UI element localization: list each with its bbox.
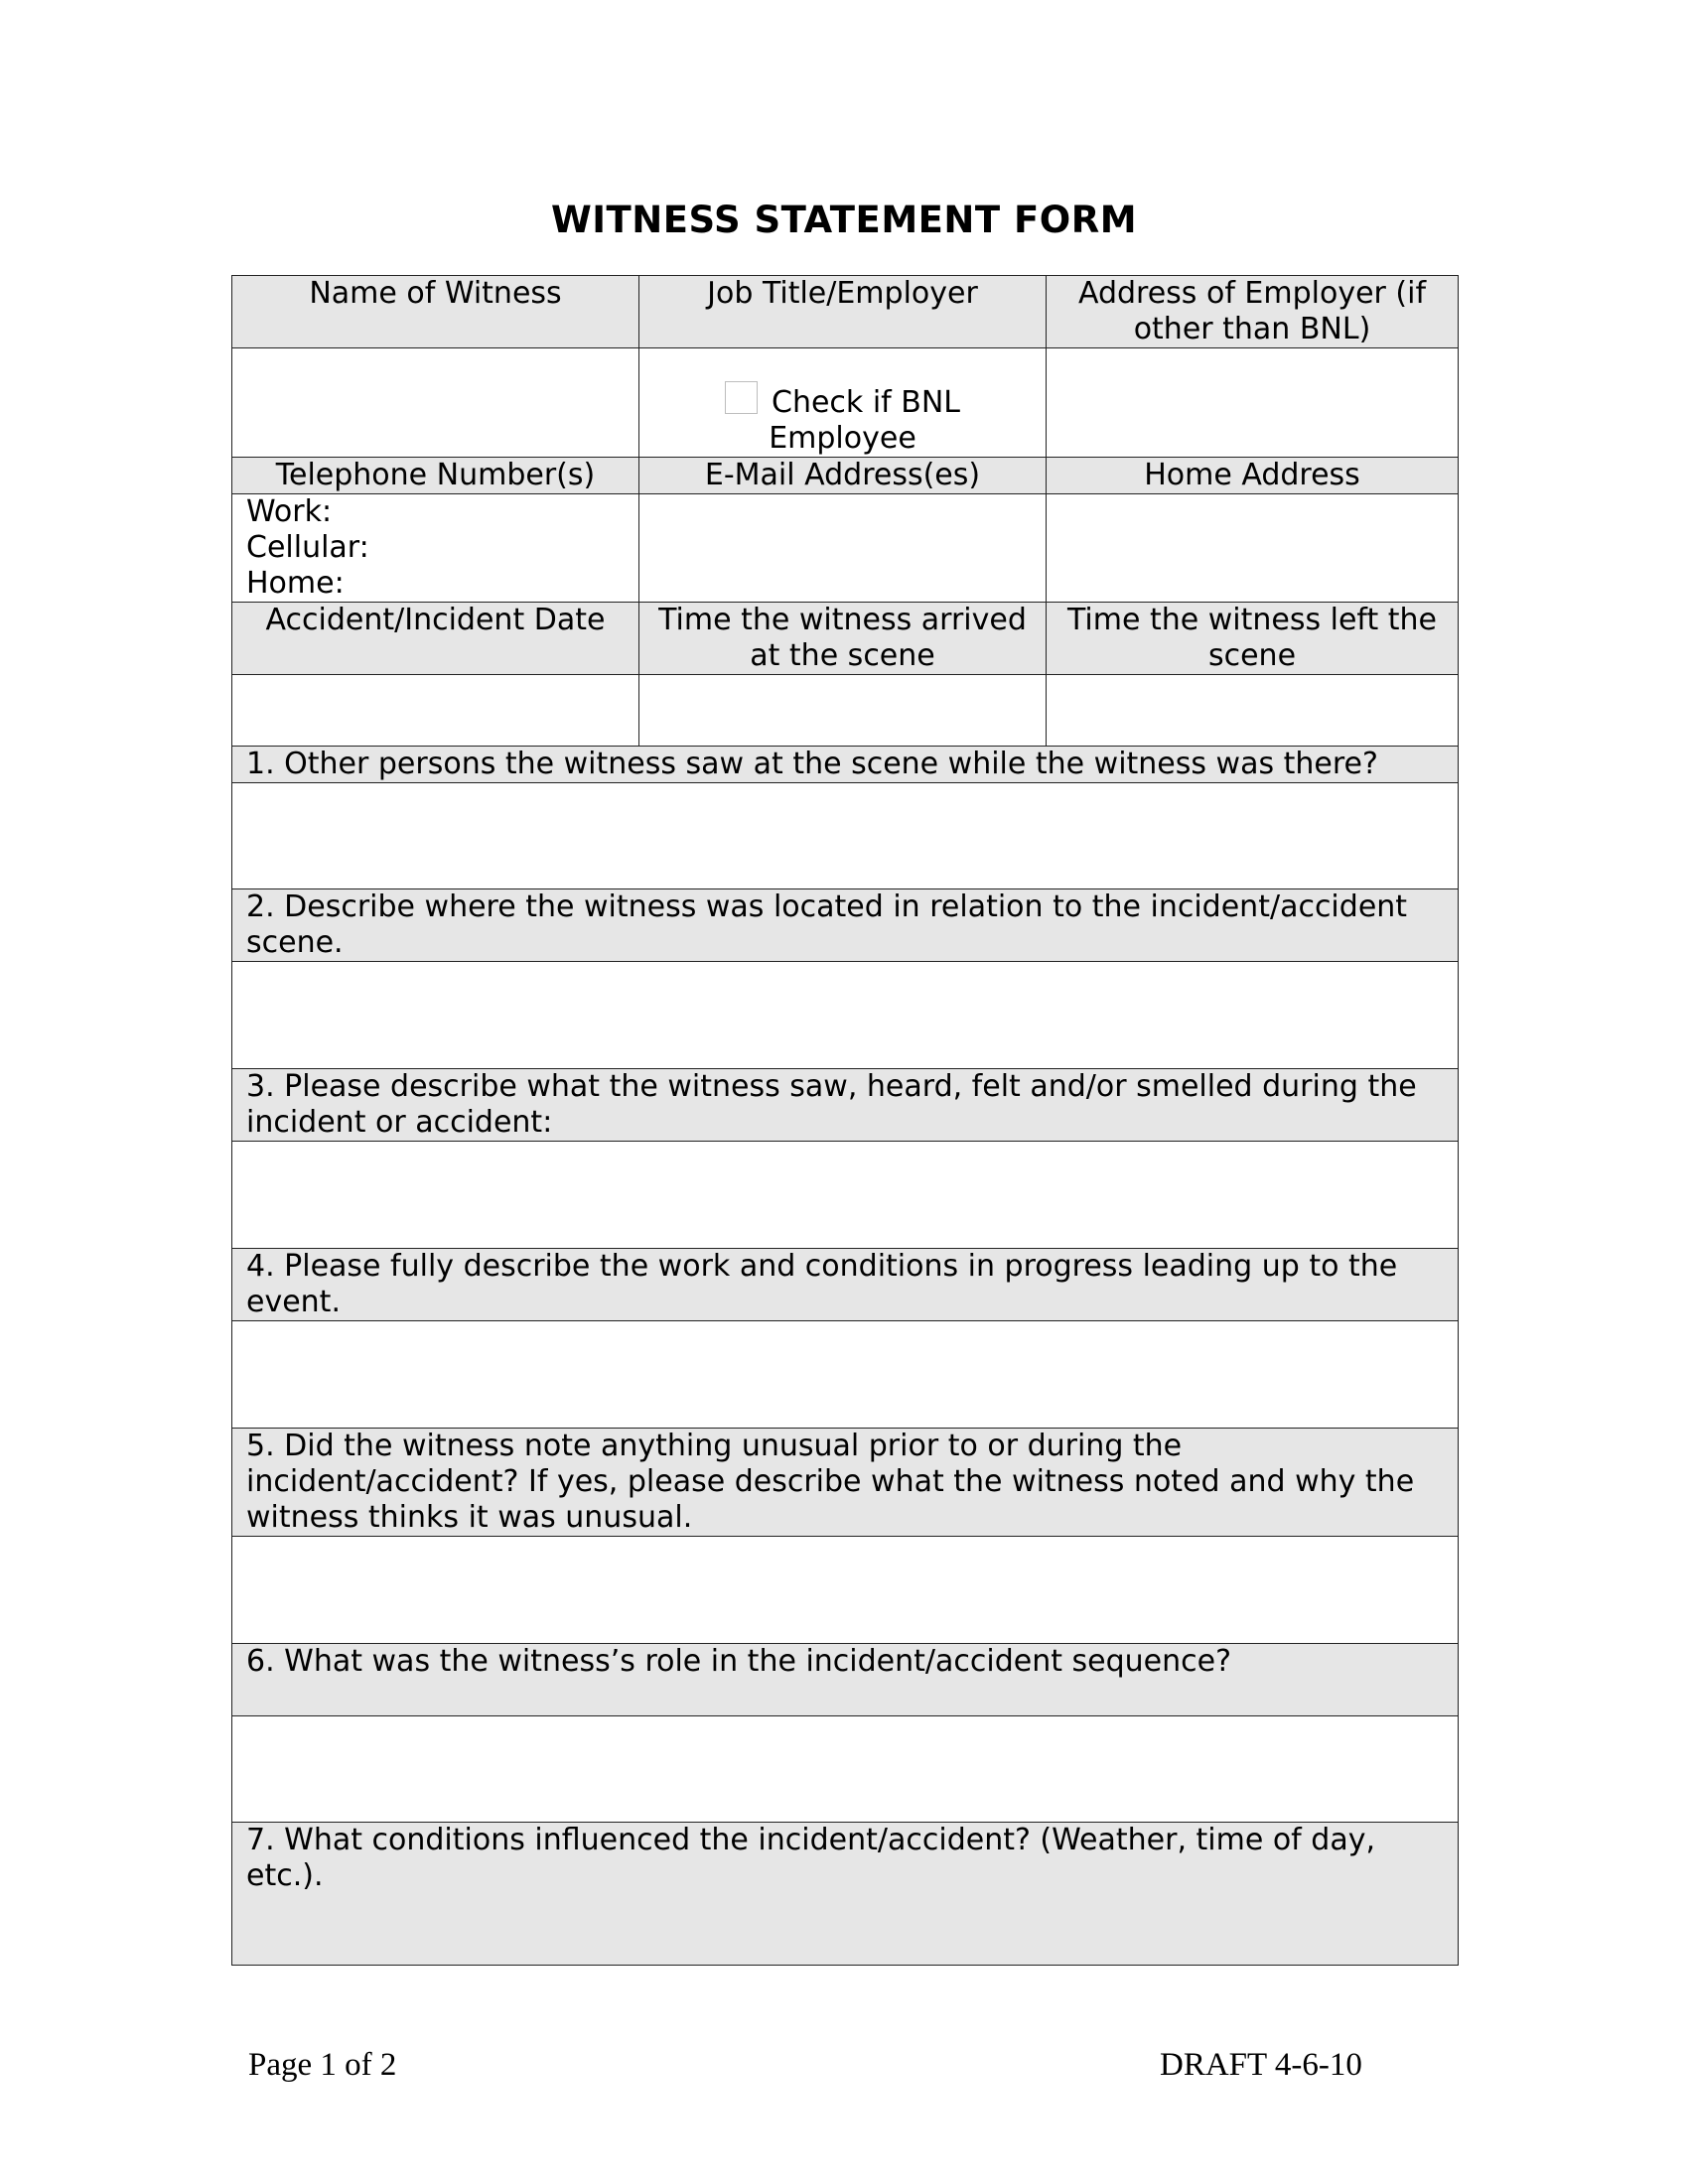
answer-6-field[interactable] xyxy=(232,1716,1459,1823)
home-address-header: Home Address xyxy=(1047,458,1459,494)
cellular-phone-label: Cellular: xyxy=(246,530,369,565)
arrival-time-field[interactable] xyxy=(639,675,1047,747)
job-title-employer-header: Job Title/Employer xyxy=(639,276,1047,348)
telephone-numbers-header: Telephone Number(s) xyxy=(232,458,639,494)
draft-label: DRAFT 4-6-10 xyxy=(1160,2047,1362,2083)
question-1: 1. Other persons the witness saw at the scene while the witness was there? xyxy=(232,747,1459,783)
work-phone-label: Work: xyxy=(246,494,333,529)
question-2: 2. Describe where the witness was located in relation to the incident/accident scene. xyxy=(232,889,1459,962)
name-of-witness-field[interactable] xyxy=(232,348,639,458)
email-addresses-field[interactable] xyxy=(639,494,1047,603)
answer-2-field[interactable] xyxy=(232,962,1459,1069)
question-3: 3. Please describe what the witness saw, heard, felt and/or smelled during the incident or accident: xyxy=(232,1069,1459,1142)
email-addresses-header: E-Mail Address(es) xyxy=(639,458,1047,494)
home-address-field[interactable] xyxy=(1047,494,1459,603)
witness-statement-table xyxy=(231,275,1459,1966)
departure-time-field[interactable] xyxy=(1047,675,1459,747)
home-phone-label: Home: xyxy=(246,566,345,601)
name-of-witness-header: Name of Witness xyxy=(232,276,639,348)
employer-address-field[interactable] xyxy=(1047,348,1459,458)
question-7: 7. What conditions influenced the incident/accident? (Weather, time of day, etc.). xyxy=(232,1823,1459,1966)
telephone-numbers-field[interactable] xyxy=(232,494,639,603)
question-4: 4. Please fully describe the work and conditions in progress leading up to the event. xyxy=(232,1249,1459,1321)
answer-5-field[interactable] xyxy=(232,1537,1459,1644)
incident-date-field[interactable] xyxy=(232,675,639,747)
question-6: 6. What was the witness’s role in the incident/accident sequence? xyxy=(232,1644,1459,1716)
employer-address-header: Address of Employer (if other than BNL) xyxy=(1047,276,1459,348)
form-title: WITNESS STATEMENT FORM xyxy=(550,199,1138,241)
job-title-employer-field[interactable] xyxy=(639,348,1047,458)
answer-1-field[interactable] xyxy=(232,783,1459,889)
answer-4-field[interactable] xyxy=(232,1321,1459,1429)
question-5: 5. Did the witness note anything unusual prior to or during the incident/accident? If yes, please describe what the witness noted and why the witness thinks it was unusual. xyxy=(232,1429,1459,1537)
answer-3-field[interactable] xyxy=(232,1142,1459,1249)
bnl-employee-checkbox-label: Check if BNL Employee xyxy=(769,385,960,456)
page-number: Page 1 of 2 xyxy=(248,2047,397,2083)
bnl-employee-checkbox[interactable] xyxy=(725,381,758,414)
departure-time-header: Time the witness left the scene xyxy=(1047,603,1459,675)
incident-date-header: Accident/Incident Date xyxy=(232,603,639,675)
arrival-time-header: Time the witness arrived at the scene xyxy=(639,603,1047,675)
